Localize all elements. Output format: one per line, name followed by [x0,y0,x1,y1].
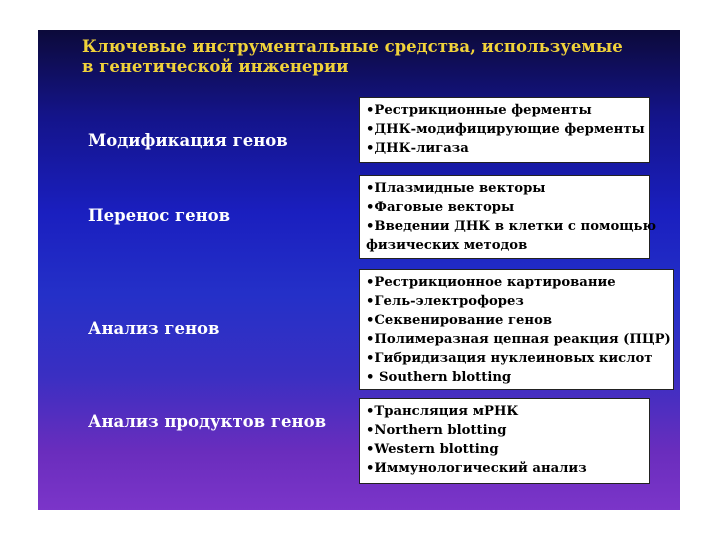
list-item: •Секвенирование генов [366,313,553,328]
list-item: •Иммунологический анализ [366,461,587,476]
slide-title [82,37,642,77]
slide [38,30,680,510]
title-line-2: в генетической инженерии [82,57,349,76]
list-item: •Полимеразная цепная реакция (ПЦР) [366,332,671,347]
section-label-gene-product-analysis: Анализ продуктов генов [88,412,327,431]
list-item: •Рестрикционное картирование [366,275,616,290]
tools-box-gene-product-analysis [359,398,650,484]
list-item: •Гель-электрофорез [366,294,524,309]
list-item: •Плазмидные векторы [366,181,546,196]
list-item: •ДНК-лигаза [366,141,469,156]
list-item: • Southern blotting [366,370,512,385]
list-item: •Введении ДНК в клетки с помощью [366,219,656,234]
list-item: •Трансляция мРНК [366,404,519,419]
tools-box-gene-modification [359,97,650,163]
list-item: физических методов [366,238,528,253]
section-label-gene-analysis: Анализ генов [88,319,220,338]
list-item: •Northern blotting [366,423,507,438]
section-label-gene-transfer: Перенос генов [88,206,231,225]
tools-box-gene-transfer [359,175,656,259]
list-item: •Гибридизация нуклеиновых кислот [366,351,653,366]
list-item: •Рестрикционные ферменты [366,103,592,118]
tools-box-gene-analysis [359,269,674,390]
section-label-gene-modification: Модификация генов [88,131,288,150]
title-line-1: Ключевые инструментальные средства, используемые [82,37,623,56]
list-item: •ДНК-модифицирующие ферменты [366,122,645,137]
list-item: •Фаговые векторы [366,200,515,215]
list-item: •Western blotting [366,442,499,457]
